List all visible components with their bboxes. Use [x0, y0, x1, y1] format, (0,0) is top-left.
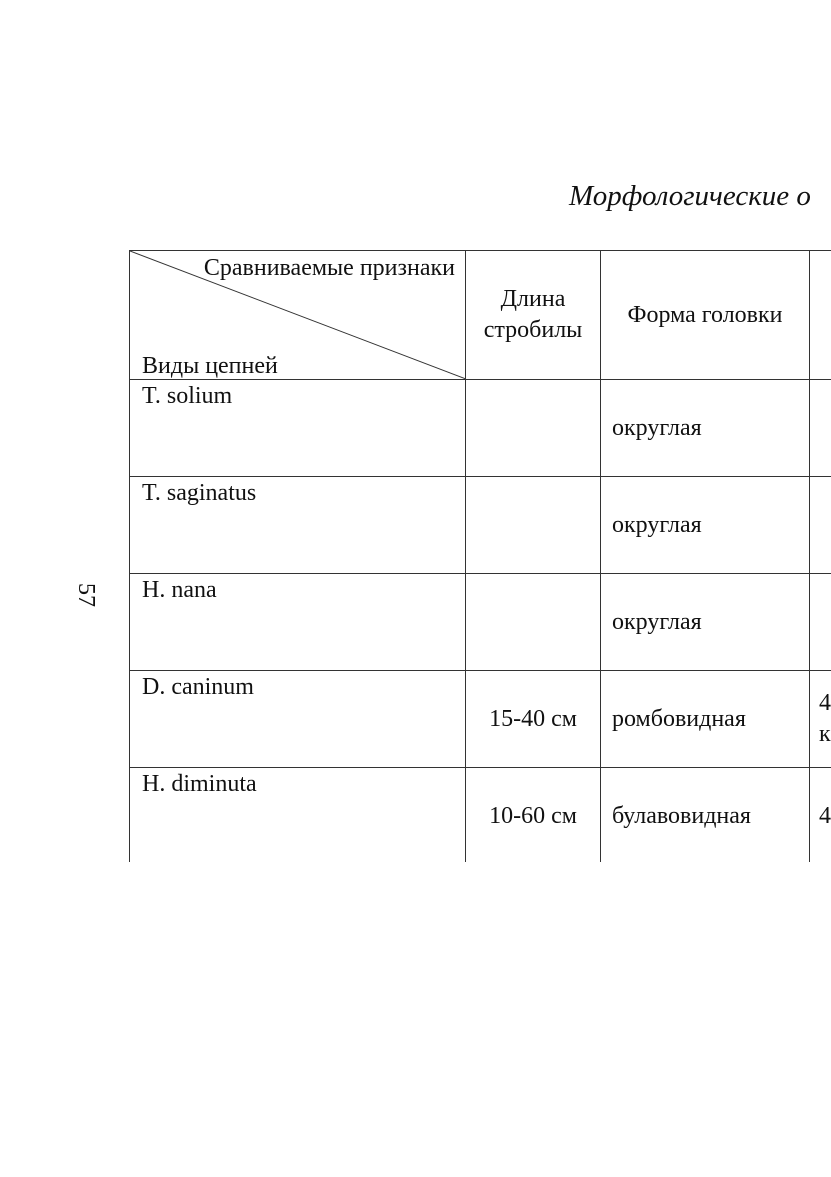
page-number: 57 — [73, 583, 99, 607]
table-row — [130, 380, 831, 477]
head-shape-cell: булавовидная — [601, 768, 810, 863]
table-row — [130, 477, 831, 574]
table-row — [130, 768, 831, 863]
strobila-length-cell — [466, 574, 601, 671]
head-shape-cell: округлая — [601, 380, 810, 477]
head-shape-cell: округлая — [601, 574, 810, 671]
strobila-length-cell: 10-60 см — [466, 768, 601, 863]
page-title: Морфологические о — [569, 180, 811, 212]
species-cell: T. solium — [130, 380, 466, 477]
column-header-head-shape: Форма головки — [601, 251, 810, 380]
table-header-row — [130, 251, 831, 380]
head-shape-cell: округлая — [601, 477, 810, 574]
strobila-length-cell — [466, 477, 601, 574]
corner-header-cell — [130, 251, 466, 380]
corner-top-label: Сравниваемые признаки — [203, 255, 455, 281]
next-col-cell — [810, 574, 831, 671]
species-cell: D. caninum — [130, 671, 466, 768]
corner-bottom-label: Виды цепней — [142, 353, 278, 379]
table-row — [130, 671, 831, 768]
species-cell: H. nana — [130, 574, 466, 671]
strobila-length-cell: 15-40 см — [466, 671, 601, 768]
column-header-strobila-length: Длина стробилы — [466, 251, 601, 380]
species-cell: T. saginatus — [130, 477, 466, 574]
next-col-cell — [810, 477, 831, 574]
comparison-table — [129, 250, 831, 862]
next-col-cell — [810, 380, 831, 477]
next-col-cell: 4 — [810, 768, 831, 863]
species-cell: H. diminuta — [130, 768, 466, 863]
head-shape-cell: ромбовидная — [601, 671, 810, 768]
next-col-cell: 4 к — [810, 671, 831, 768]
column-header-next — [810, 251, 831, 380]
table-row — [130, 574, 831, 671]
strobila-length-cell — [466, 380, 601, 477]
comparison-table-container — [129, 250, 831, 862]
